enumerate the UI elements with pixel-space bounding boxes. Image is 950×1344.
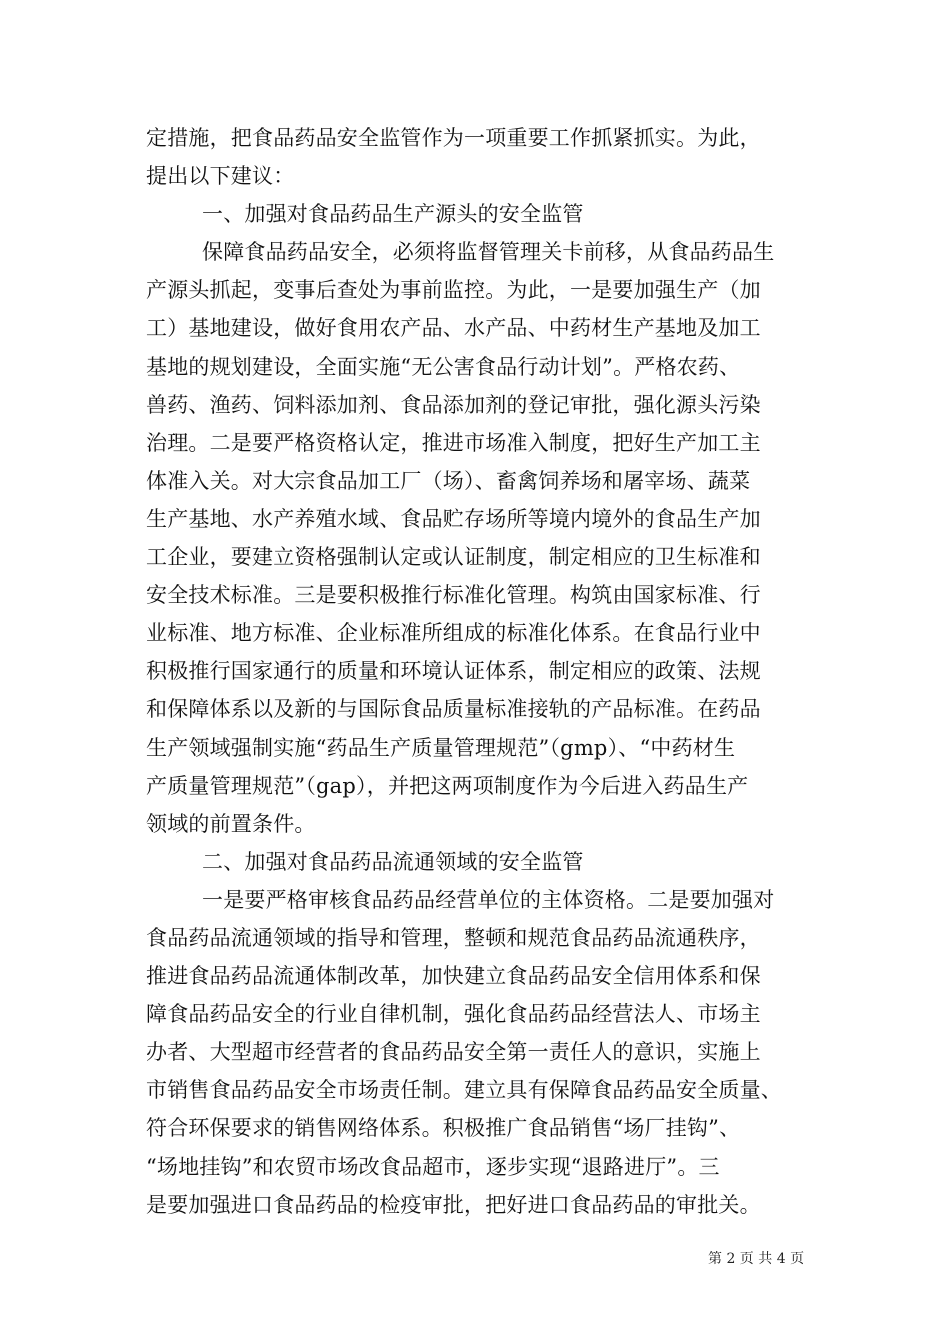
page-number: 第 2 页 共 4 页 — [708, 1251, 805, 1267]
text-line: 保障食品药品安全，必须将监督管理关卡前移，从食品药品生 — [202, 240, 775, 265]
text-line: 是要加强进口食品药品的检疫审批，把好进口食品药品的审批关。 — [146, 1192, 761, 1217]
text-line: 基地的规划建设，全面实施“无公害食品行动计划”。严格农药、 — [146, 354, 741, 379]
text-line: 障食品药品安全的行业自律机制，强化食品药品经营法人、市场主 — [146, 1002, 761, 1027]
text-line: 体准入关。对大宗食品加工厂（场）、畜禽饲养场和屠宰场、蔬菜 — [146, 468, 751, 493]
text-line: 一、加强对食品药品生产源头的安全监管 — [202, 202, 584, 227]
text-line: 生产领域强制实施“药品生产质量管理规范”（gmp）、“中药材生 — [146, 735, 736, 760]
text-line: 产质量管理规范”（gap），并把这两项制度作为今后进入药品生产 — [146, 773, 749, 798]
text-line: 符合环保要求的销售网络体系。积极推广食品销售“场厂挂钩”、 — [146, 1116, 741, 1141]
text-line: 一是要严格审核食品药品经营单位的主体资格。二是要加强对 — [202, 887, 775, 912]
text-line: 兽药、渔药、饲料添加剂、食品添加剂的登记审批，强化源头污染 — [146, 392, 761, 417]
text-line: 治理。二是要严格资格认定，推进市场准入制度，把好生产加工主 — [146, 430, 761, 455]
text-line: 生产基地、水产养殖水域、食品贮存场所等境内境外的食品生产加 — [146, 506, 761, 531]
text-line: 积极推行国家通行的质量和环境认证体系，制定相应的政策、法规 — [146, 659, 761, 684]
text-line: 安全技术标准。三是要积极推行标准化管理。构筑由国家标准、行 — [146, 583, 761, 608]
text-line: 市销售食品药品安全市场责任制。建立具有保障食品药品安全质量、 — [146, 1078, 782, 1103]
text-line: 食品药品流通领域的指导和管理，整顿和规范食品药品流通秩序， — [146, 925, 761, 950]
text-line: 办者、大型超市经营者的食品药品安全第一责任人的意识，实施上 — [146, 1040, 761, 1065]
text-line: “场地挂钩”和农贸市场改食品超市，逐步实现“退路进厅”。三 — [146, 1154, 720, 1179]
text-line: 工）基地建设，做好食用农产品、水产品、中药材生产基地及加工 — [146, 316, 761, 341]
text-line: 产源头抓起，变事后查处为事前监控。为此，一是要加强生产（加 — [146, 278, 761, 303]
text-line: 和保障体系以及新的与国际食品质量标准接轨的产品标准。在药品 — [146, 697, 761, 722]
text-line: 二、加强对食品药品流通领域的安全监管 — [202, 849, 584, 874]
text-line: 领域的前置条件。 — [146, 811, 316, 836]
text-line: 业标准、地方标准、企业标准所组成的标准化体系。在食品行业中 — [146, 621, 761, 646]
body-text — [146, 119, 826, 1224]
text-line: 工企业，要建立资格强制认定或认证制度，制定相应的卫生标准和 — [146, 545, 761, 570]
text-line: 定措施，把食品药品安全监管作为一项重要工作抓紧抓实。为此， — [146, 126, 761, 150]
text-line: 提出以下建议： — [146, 164, 295, 189]
text-line: 推进食品药品流通体制改革，加快建立食品药品安全信用体系和保 — [146, 964, 761, 989]
